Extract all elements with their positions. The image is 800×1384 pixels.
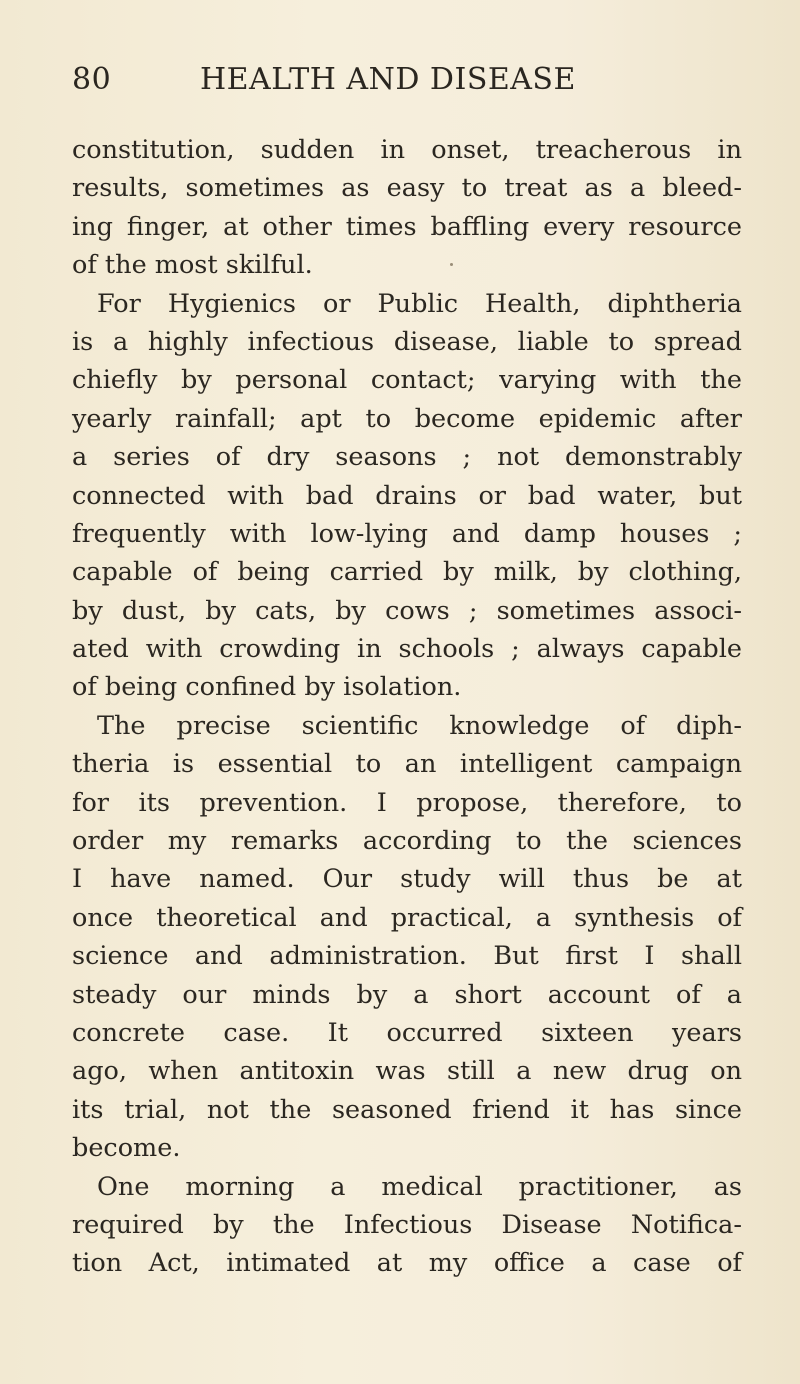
text-line: is a highly infectious disease, liable to spread <box>72 326 742 357</box>
text-line: required by the Infectious Disease Notifica- <box>72 1209 742 1240</box>
running-head <box>72 62 742 102</box>
text-line: I have named. Our study will thus be at <box>72 864 742 895</box>
text-line: tion Act, intimated at my office a case of <box>72 1248 742 1279</box>
text-line: ing finger, at other times baffling every resource <box>72 211 742 242</box>
text-line: chiefly by personal contact; varying with the <box>72 365 742 396</box>
text-line: frequently with low-lying and damp houses ; <box>72 518 742 549</box>
text-line: a series of dry seasons ; not demonstrably <box>72 442 742 473</box>
text-line: theria is essential to an intelligent campaign <box>72 749 742 780</box>
text-line: connected with bad drains or bad water, but <box>72 480 742 511</box>
text-line: constitution, sudden in onset, treacherous in <box>72 135 742 165</box>
text-line: results, sometimes as easy to treat as a bleed- <box>72 173 742 204</box>
text-line: order my remarks according to the sciences <box>72 826 742 857</box>
text-line: ago, when antitoxin was still a new drug on <box>72 1056 742 1087</box>
text-line: ated with crowding in schools ; always capable <box>72 634 742 665</box>
text-line: science and administration. But first I shall <box>72 941 742 972</box>
text-line: steady our minds by a short account of a <box>72 979 742 1010</box>
text-line: for its prevention. I propose, therefore, to <box>72 787 742 818</box>
text-line: of being confined by isolation. <box>72 672 462 703</box>
text-line: its trial, not the seasoned friend it has since <box>72 1094 742 1125</box>
text-line: concrete case. It occurred sixteen years <box>72 1017 742 1048</box>
text-line: of the most skilful. <box>72 250 313 281</box>
paragraph-start-line: The precise scientific knowledge of diph- <box>97 710 742 741</box>
paragraph-start-line: For Hygienics or Public Health, diphtheria <box>97 288 742 319</box>
body-text <box>72 131 742 1283</box>
text-line: become. <box>72 1133 181 1164</box>
paper-speck <box>450 263 453 266</box>
page-number: 80 <box>72 62 112 97</box>
paragraph-start-line: One morning a medical practitioner, as <box>97 1171 742 1202</box>
text-line: by dust, by cats, by cows ; sometimes associ- <box>72 595 742 626</box>
running-title: HEALTH AND DISEASE <box>200 62 576 97</box>
text-line: capable of being carried by milk, by clothing, <box>72 557 742 588</box>
text-line: once theoretical and practical, a synthesis of <box>72 902 742 933</box>
text-line: yearly rainfall; apt to become epidemic after <box>72 403 742 434</box>
